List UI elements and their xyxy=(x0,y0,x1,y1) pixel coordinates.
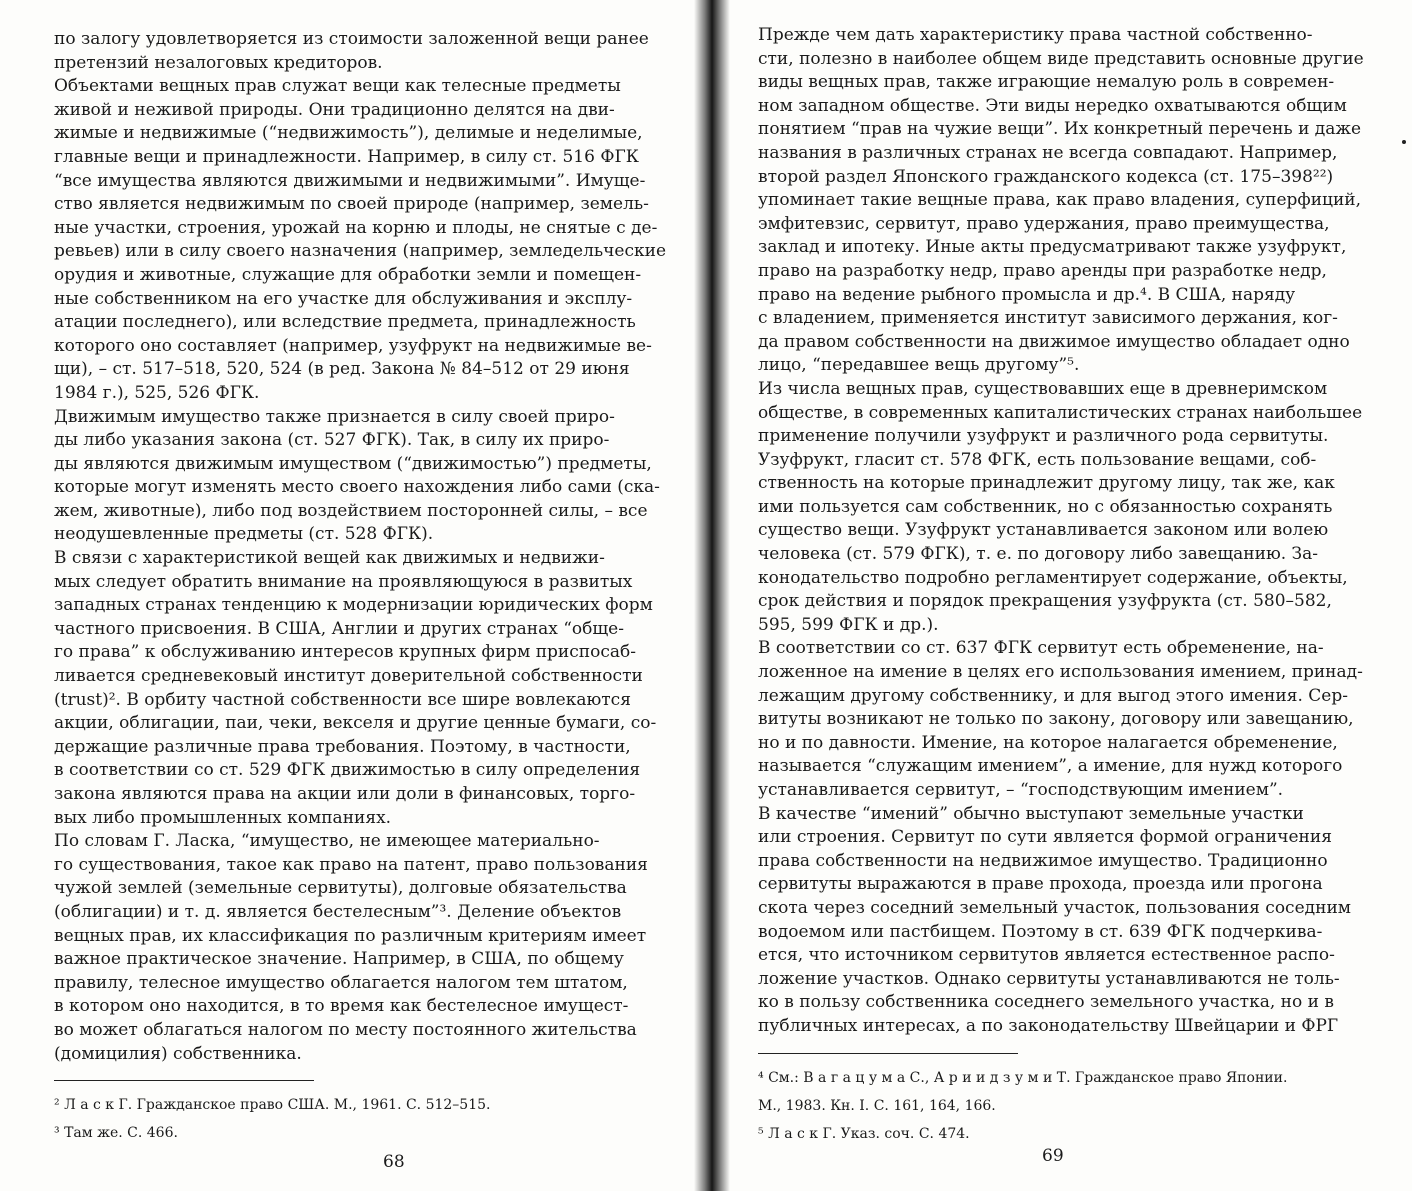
text-line: жимые и недвижимые (“недвижимость”), делимые и неделимые, xyxy=(54,123,643,144)
text-line: водоемом или пастбищем. Поэтому в ст. 639 ФГК подчеркива- xyxy=(758,921,1323,942)
text-line: вещных прав, их классификация по различным критериям имеет xyxy=(54,925,647,946)
footnote: М., 1983. Кн. I. С. 161, 164, 166. xyxy=(758,1097,996,1114)
text-line: Объектами вещных прав служат вещи как телесные предметы xyxy=(54,76,621,97)
text-line: по залогу удовлетворяется из стоимости заложенной вещи ранее xyxy=(54,29,649,49)
text-line: важное практическое значение. Например, в США, по общему xyxy=(54,949,624,970)
text-line: щи), – ст. 517–518, 520, 524 (в ред. Закона № 84–512 от 29 июня xyxy=(54,359,630,380)
text-line: В качестве “имений” обычно выступают земельные участки xyxy=(758,803,1304,824)
text-line: которого оно составляет (например, узуфрукт на недвижимые ве- xyxy=(54,335,652,356)
footnote: ⁴ См.: В а г а ц у м а С., А р и и д з у м и Т. Гражданское право Японии. xyxy=(758,1069,1288,1086)
text-line: виды вещных прав, также играющие немалую роль в современ- xyxy=(758,72,1335,93)
text-line: обществе, в современных капиталистических странах наибольшее xyxy=(758,402,1363,423)
right-footnotes xyxy=(758,1064,1394,1148)
text-line: или строения. Сервитут по сути является формой ограничения xyxy=(758,827,1332,848)
text-line: ды либо указания закона (ст. 527 ФГК). Так, в силу их приро- xyxy=(54,430,610,451)
text-line: ко в пользу собственника соседнего земельного участка, но и в xyxy=(758,992,1334,1013)
text-line: срок действия и порядок прекращения узуфрукта (ст. 580–582, xyxy=(758,591,1332,612)
text-line: (домицилия) собственника. xyxy=(54,1043,302,1064)
text-line: право на разработку недр, право аренды при разработке недр, xyxy=(758,260,1327,281)
text-line: ды являются движимым имуществом (“движимостью”) предметы, xyxy=(54,453,652,474)
text-line: да правом собственности на движимое имущество обладает одно xyxy=(758,331,1350,352)
text-line: живой и неживой природы. Они традиционно делятся на дви- xyxy=(54,99,615,120)
text-line: жем, животные), либо под воздействием посторонней силы, – все xyxy=(54,500,648,521)
footnote: ³ Там же. С. 466. xyxy=(54,1125,178,1142)
text-line: претензий незалоговых кредиторов. xyxy=(54,52,383,73)
text-line: ство является недвижимым по своей природе (например, земель- xyxy=(54,194,649,215)
text-line: в соответствии со ст. 529 ФГК движимостью в силу определения xyxy=(54,760,641,781)
text-line: Движимым имущество также признается в силу своей приро- xyxy=(54,406,615,427)
text-line: орудия и животные, служащие для обработки земли и помещен- xyxy=(54,264,642,285)
text-line: (trust)². В орбиту частной собственности все шире вовлекаются xyxy=(54,689,631,710)
text-line: эмфитевзис, сервитут, право удержания, право преимущества, xyxy=(758,213,1330,234)
text-line: называется “служащим имением”, а имение, для нужд которого xyxy=(758,756,1343,777)
text-line: держащие различные права требования. Поэтому, в частности, xyxy=(54,736,631,757)
text-line: ется, что источником сервитутов является естественное распо- xyxy=(758,945,1335,966)
text-line: По словам Г. Ласка, “имущество, не имеющее материально- xyxy=(54,831,600,852)
text-line: ложение участков. Однако сервитуты устанавливаются не толь- xyxy=(758,968,1340,989)
text-line: вых либо промышленных компаниях. xyxy=(54,807,392,828)
text-line: устанавливается сервитут, – “господствующим имением”. xyxy=(758,780,1284,800)
text-line: конодательство подробно регламентирует содержание, объекты, xyxy=(758,567,1348,588)
text-line: ные собственником на его участке для обслуживания и эксплу- xyxy=(54,288,633,309)
text-line: (облигации) и т. д. является бестелесным”³. Деление объектов xyxy=(54,901,622,922)
right-page-number: 69 xyxy=(1042,1146,1064,1166)
speck-mark xyxy=(1402,140,1406,144)
left-footnote-rule xyxy=(54,1080,314,1081)
left-footnotes xyxy=(54,1091,706,1147)
text-line: ном западном обществе. Эти виды нередко охватываются общим xyxy=(758,95,1347,116)
text-line: публичных интересах, а по законодательству Швейцарии и ФРГ xyxy=(758,1015,1339,1036)
text-line: атации последнего), или вследствие предмета, принадлежность xyxy=(54,312,636,333)
text-line: го права” к обслуживанию интересов крупных фирм приспосаб- xyxy=(54,642,636,663)
text-line: го существования, такое как право на патент, право пользования xyxy=(54,854,648,875)
text-line: главные вещи и принадлежности. Например, в силу ст. 516 ФГК xyxy=(54,146,639,167)
text-line: В связи с характеристикой вещей как движимых и недвижи- xyxy=(54,548,605,569)
text-line: права собственности на недвижимое имущество. Традиционно xyxy=(758,850,1328,871)
right-footnote-rule xyxy=(758,1053,1018,1054)
footnote: ² Л а с к Г. Гражданское право США. М., 1961. С. 512–515. xyxy=(54,1097,491,1114)
text-line: чужой землей (земельные сервитуты), долговые обязательства xyxy=(54,878,627,899)
text-line: человека (ст. 579 ФГК), т. е. по договору либо завещанию. За- xyxy=(758,544,1319,565)
text-line: акции, облигации, паи, чеки, векселя и другие ценные бумаги, со- xyxy=(54,713,657,734)
text-line: сти, полезно в наиболее общем виде представить основные другие xyxy=(758,48,1364,69)
text-line: Из числа вещных прав, существовавших еще в древнеримском xyxy=(758,378,1328,399)
text-line: но и по давности. Имение, на которое налагается обременение, xyxy=(758,732,1338,753)
text-line: Прежде чем дать характеристику права частной собственно- xyxy=(758,25,1313,45)
text-line: существо вещи. Узуфрукт устанавливается законом или волею xyxy=(758,520,1329,541)
text-line: закона являются права на акции или доли в финансовых, торго- xyxy=(54,784,636,804)
text-line: неодушевленные предметы (ст. 528 ФГК). xyxy=(54,524,434,545)
text-line: ими пользуется сам собственник, но с обязанностью сохранять xyxy=(758,496,1333,517)
right-page xyxy=(706,0,1412,1191)
text-line: правилу, телесное имущество облагается налогом тем штатом, xyxy=(54,972,628,993)
text-line: витуты возникают не только по закону, договору или завещанию, xyxy=(758,709,1354,730)
left-page-number: 68 xyxy=(383,1152,405,1172)
right-page-body xyxy=(758,24,1394,1039)
text-line: ственность на которые принадлежит другому лицу, так же, как xyxy=(758,473,1335,494)
text-line: ливается средневековый институт доверительной собственности xyxy=(54,666,643,687)
text-line: в котором оно находится, в то время как бестелесное имущест- xyxy=(54,996,629,1017)
text-line: мых следует обратить внимание на проявляющуюся в развитых xyxy=(54,571,633,592)
text-line: западных странах тенденцию к модернизации юридических форм xyxy=(54,595,653,616)
text-line: скота через соседний земельный участок, пользования соседним xyxy=(758,897,1351,918)
text-line: во может облагаться налогом по месту постоянного жительства xyxy=(54,1019,637,1040)
text-line: Узуфрукт, гласит ст. 578 ФГК, есть пользование вещами, соб- xyxy=(758,449,1317,470)
left-page-body xyxy=(54,28,706,1066)
text-line: сервитуты выражаются в праве прохода, проезда или прогона xyxy=(758,874,1323,895)
footnote: ⁵ Л а с к Г. Указ. соч. С. 474. xyxy=(758,1125,970,1142)
text-line: заклад и ипотеку. Иные акты предусматривают также узуфрукт, xyxy=(758,237,1347,258)
text-line: названия в различных странах не всегда совпадают. Например, xyxy=(758,142,1338,163)
text-line: которые могут изменять место своего нахождения либо сами (ска- xyxy=(54,477,660,498)
text-line: лежащим другому собственнику, и для выгод этого имения. Сер- xyxy=(758,685,1348,706)
text-line: “все имущества являются движимыми и недвижимыми”. Имуще- xyxy=(54,170,646,191)
text-line: лицо, “передавшее вещь другому”⁵. xyxy=(758,355,1080,376)
text-line: с владением, применяется институт зависимого держания, ког- xyxy=(758,308,1338,329)
text-line: 595, 599 ФГК и др.). xyxy=(758,614,939,635)
text-line: ные участки, строения, урожай на корню и плоды, не снятые с де- xyxy=(54,217,658,238)
text-line: применение получили узуфрукт и различного рода сервитуты. xyxy=(758,426,1329,447)
text-line: частного присвоения. В США, Англии и других странах “обще- xyxy=(54,618,624,639)
text-line: ложенное на имение в целях его использования имением, принад- xyxy=(758,662,1363,683)
text-line: второй раздел Японского гражданского кодекса (ст. 175–398²²) xyxy=(758,166,1334,187)
text-line: упоминает такие вещные права, как право владения, суперфиций, xyxy=(758,190,1362,211)
text-line: понятием “прав на чужие вещи”. Их конкретный перечень и даже xyxy=(758,119,1362,140)
text-line: ревьев) или в силу своего назначения (например, земледельческие xyxy=(54,241,667,262)
text-line: В соответствии со ст. 637 ФГК сервитут есть обременение, на- xyxy=(758,638,1324,659)
text-line: право на ведение рыбного промысла и др.⁴. В США, наряду xyxy=(758,284,1296,305)
text-line: 1984 г.), 525, 526 ФГК. xyxy=(54,382,260,403)
